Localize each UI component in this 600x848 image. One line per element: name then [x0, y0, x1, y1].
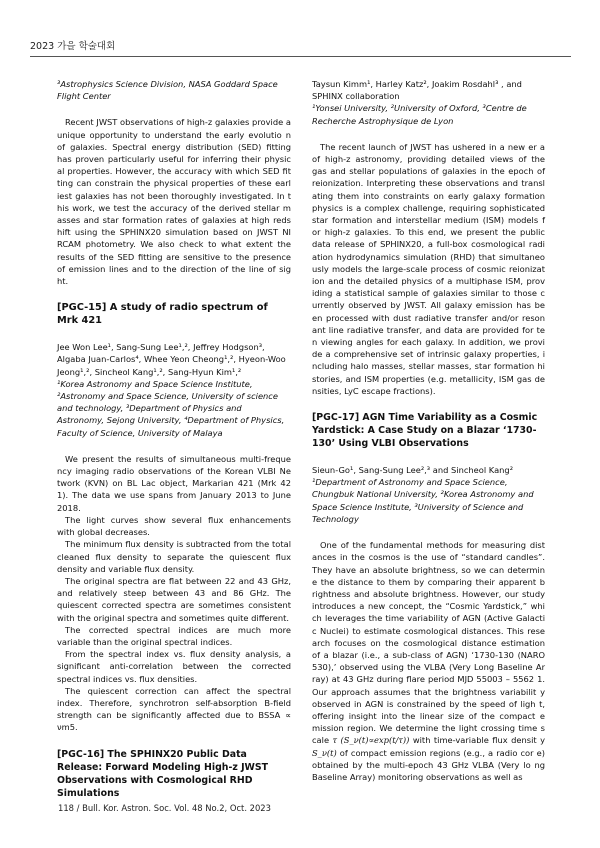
pgc16-authors: Taysun Kimm¹, Harley Katz², Joakim Rosdahl³ , and SPHINX collaboration [312, 79, 522, 102]
pgc16-affiliations: ¹Yonsei University, ²University of Oxford, ³Centre de Recherche Astrophysique de Lyon [312, 103, 527, 126]
pgc15-authors: Jee Won Lee¹, Sang-Sung Lee¹,², Jeffrey Hodgson³, Algaba Juan-Carlos⁴, Whee Yeon Cheong¹,², Hyeon-Woo Jeong¹,², Sincheol Kang¹,², Sang-Hyun Kim¹,² [57, 342, 286, 377]
pgc15-title: [PGC-15] A study of radio spectrum of Mrk 421 [57, 302, 268, 327]
header-rule [30, 56, 571, 57]
pgc14-abstract: Recent JWST observations of high-z galaxies provide a unique opportunity to understand the early evolutio n of galaxies. Spectral energy distribution (SED) fitting has proven particularly useful for inferring their physic al properties. However, the accuracy with which SED fit ting can constrain the physical properties of these earl iest galaxies has not been thoroughly investigated. In t his work, we test the accuracy of the derived stellar m asses and star formation rates of galaxies at high reds hift using the SPHINX20 simulation based on JWST NI RCAM photometry. We also check to what extent the results of the SED fitting are sensitive to the presence of emission lines and to the direction of the line of sig ht. [57, 117, 291, 287]
pgc17-affiliations: ¹Department of Astronomy and Space Science, Chungbuk National University, ²Korea Astronomy and Space Science Institute, ³University of Science and Technology [312, 477, 534, 524]
running-head: 2023 가을 학술대회 [30, 41, 116, 52]
pgc15-paragraph-3: The minimum flux density is subtracted from the total cleaned flux density to separate the quiescent flux density and variable flux density. [57, 539, 291, 574]
pgc17-formula-tau: τ (S_ν(t)∝exp(t/τ)) [332, 735, 410, 746]
pgc15-paragraph-1: We present the results of simultaneous multi-freque ncy imaging radio observations of the Korean VLBI Ne twork (KVN) on BL Lac object, Markarian 421 (Mrk 42 1). The data we use spans from January 2013 to June 2018. [57, 453, 291, 513]
pgc17-abstract-part-a: One of the fundamental methods for measuring dist ances in the cosmos is the use of “standard candles”. They have an absolute brightness, so we can determin e the distance to them by comparing their apparent b rightness and absolute brightness. However, our study introduces a new concept, the “Cosmic Yardstick,” whi ch leverages the time variability of AGN (Active Galacti c Nuclei) to estimate cosmological distances. This rese arch focuses on the cosmological distance estimation of a blazar (i.e., a sub-class of AGN) ‘1730-130 (NARO 530),’ observed using the VLBA (Very Long Baseline Ar ray) at 43 GHz during flare period MJD 55003 – 5562 1. Our approach assumes that the brightness variabilit y observed in AGN is constrained by the speed of ligh t, offering insight into the linear size of the compact e mission region. We determine the light crossing time s cale [312, 540, 545, 746]
pgc17-formula-flux: S_ν(t) [312, 747, 337, 758]
page-footer: 118 / Bull. Kor. Astron. Soc. Vol. 48 No.2, Oct. 2023 [58, 803, 271, 813]
pgc15-paragraph-2: The light curves show several flux enhancements with global decreases. [57, 514, 291, 538]
pgc15-paragraph-7: The quiescent correction can affect the spectral index. Therefore, synchrotron self-absorption B-field strength can be significantly affected due to BSSA ∝ νm5. [57, 685, 291, 733]
pgc17-abstract-part-b: with time-variable flux densit y [412, 735, 545, 746]
pgc15-paragraph-6: From the spectral index vs. flux density analysis, a significant anti-correlation between the corrected spectral indices vs. flux densities. [57, 649, 291, 684]
pgc17-abstract [312, 539, 545, 783]
pgc15-paragraph-5: The corrected spectral indices are much more variable than the original spectral indices. [57, 624, 291, 647]
pgc16-title: [PGC-16] The SPHINX20 Public Data Release: Forward Modeling High-z JWST Observations with Cosmological RHD Simulations [57, 748, 269, 799]
pgc17-title: [PGC-17] AGN Time Variability as a Cosmic Yardstick: A Case Study on a Blazar ‘1730-130’ Using VLBI Observations [312, 412, 538, 450]
pgc15-affiliations: ¹Korea Astronomy and Space Science Institute, ²Astronomy and Space Science, University of science and technology, ³Department of Physics and Astronomy, Sejong University, ⁴Department of Physics, Faculty of Science, University of Malaya [57, 378, 285, 438]
left-column [57, 78, 291, 800]
pgc15-paragraph-4: The original spectra are flat between 22 and 43 GHz, and relatively steep between 43 and 86 GHz. The quiescent corrected spectra are sometimes consistent with the original spectra and sometimes quite different. [57, 575, 291, 623]
pgc14-affiliation-tail: ³Astrophysics Science Division, NASA Goddard Space Flight Center [57, 79, 278, 102]
pgc16-abstract: The recent launch of JWST has ushered in a new er a of high-z astronomy, providing detailed views of the gas and stellar populations of galaxies in the epoch of reionization. Interpreting these observations and transl ating them into constraints on early galaxy formation physics is a complex challenge, requiring sophisticated star formation and interstellar medium (ISM) models f or high-z galaxies. To this end, we present the public data release of SPHINX20, a full-box cosmological radi ation hydrodynamics simulation (RHD) that simultaneo usly models the large-scale process of cosmic reionizat ion and the detailed physics of a multiphase ISM, prov iding a statistical sample of galaxies similar to those c urrently observed by JWST. All galaxy emission has be en processed with dust radiative transfer and/or reson ant line radiative transfer, and data are provided for te n viewing angles for each galaxy. In addition, we provi de a comprehensive set of intrinsic galaxy properties, i ncluding halo masses, stellar masses, star formation hi stories, and ISM properties (e.g. metallicity, ISM gas de nsities, LyC escape fractions). [312, 141, 545, 396]
pgc17-abstract-part-c: of compact emission regions (e.g., a radio cor e) obtained by the multi-epoch 43 GHz VLBA (Very lo ng Baseline Array) monitoring observations as well as [312, 747, 545, 782]
right-column [312, 78, 545, 783]
pgc17-authors: Sieun-Go¹, Sang-Sung Lee²,³ and Sincheol Kang² [312, 465, 514, 476]
